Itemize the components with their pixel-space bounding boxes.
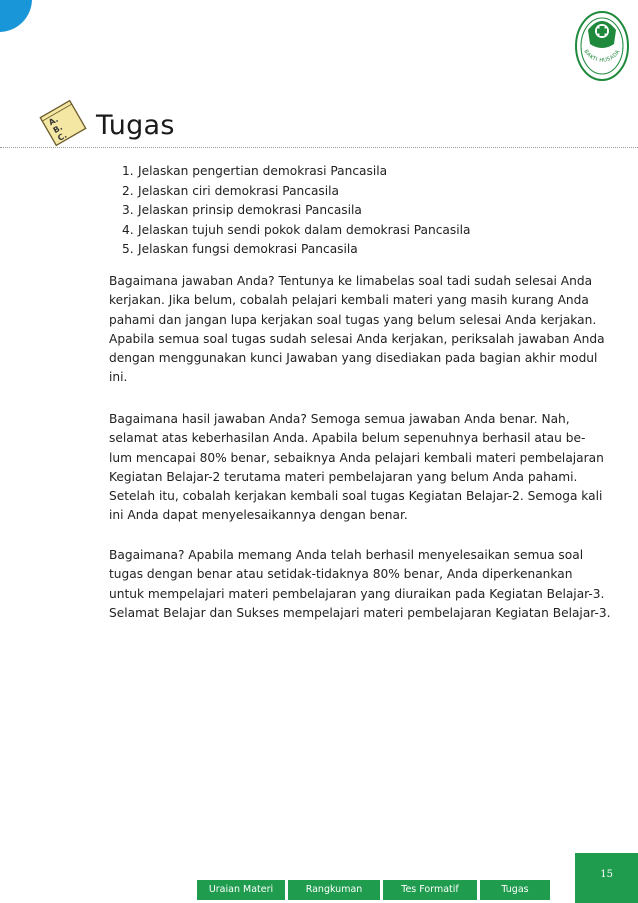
section-title: Tugas bbox=[96, 110, 175, 141]
svg-text:BAKTI HUSADA: BAKTI HUSADA bbox=[582, 48, 622, 64]
footer-nav bbox=[197, 880, 550, 900]
text-line: lum mencapai 80% benar, sebaiknya Anda pelajari kembali materi pembelajaran bbox=[109, 450, 604, 465]
list-item bbox=[122, 162, 470, 182]
text-line: Apabila semua soal tugas sudah selesai Anda kerjakan, periksalah jawaban Anda bbox=[109, 331, 605, 346]
item-number: 4. bbox=[122, 222, 134, 237]
text-line: dengan menggunakan kunci Jawaban yang disediakan pada bagian akhir modul bbox=[109, 351, 598, 366]
text-line: Kegiatan Belajar-2 terutama materi pembelajaran yang belum Anda pahami. bbox=[109, 469, 578, 484]
text-line: pahami dan jangan lupa kerjakan soal tugas yang belum selesai Anda kerjakan. bbox=[109, 312, 597, 327]
list-item bbox=[122, 182, 470, 202]
nav-tab-rangkuman[interactable]: Rangkuman bbox=[288, 880, 380, 900]
paragraph-instructions bbox=[109, 272, 605, 388]
paragraph-result bbox=[109, 410, 604, 526]
list-item bbox=[122, 240, 470, 260]
text-line: selamat atas keberhasilan Anda. Apabila belum sepenuhnya berhasil atau be- bbox=[109, 431, 586, 446]
item-number: 3. bbox=[122, 203, 134, 217]
text-line: Bagaimana jawaban Anda? Tentunya ke limabelas soal tadi sudah selesai Anda bbox=[109, 274, 593, 288]
item-text: Jelaskan ciri demokrasi Pancasila bbox=[138, 183, 340, 198]
text-line: ini Anda dapat menyelesaikannya dengan benar. bbox=[109, 508, 408, 523]
svg-text:C.: C. bbox=[56, 130, 69, 143]
item-text: Jelaskan tujuh sendi pokok dalam demokrasi Pancasila bbox=[138, 222, 471, 237]
text-line: Setelah itu, cobalah kerjakan kembali soal tugas Kegiatan Belajar-2. Semoga kali bbox=[109, 489, 603, 504]
list-item bbox=[122, 201, 470, 221]
text-line: tugas dengan benar atau setidak-tidaknya 80% benar, Anda diperkenankan bbox=[109, 567, 573, 582]
page-number: 15 bbox=[600, 869, 613, 880]
text-line: ini. bbox=[109, 370, 128, 385]
text-line: Bagaimana? Apabila memang Anda telah berhasil menyelesaikan semua soal bbox=[109, 548, 584, 562]
text-line: kerjakan. Jika belum, cobalah pelajari kembali materi yang masih kurang Anda bbox=[109, 293, 589, 308]
item-number: 5. bbox=[122, 242, 134, 256]
text-line: Selamat Belajar dan Sukses mempelajari materi pembelajaran Kegiatan Belajar-3. bbox=[109, 605, 611, 620]
item-text: Jelaskan fungsi demokrasi Pancasila bbox=[138, 242, 358, 256]
item-text: Jelaskan prinsip demokrasi Pancasila bbox=[138, 203, 362, 217]
svg-text:A.: A. bbox=[47, 114, 60, 128]
list-item bbox=[122, 221, 470, 241]
abc-note-icon bbox=[38, 98, 88, 148]
page-number-badge bbox=[575, 853, 638, 903]
task-list bbox=[122, 162, 470, 260]
bakti-husada-logo bbox=[574, 6, 630, 84]
nav-tab-uraian-materi[interactable]: Uraian Materi bbox=[197, 880, 285, 900]
text-line: Bagaimana hasil jawaban Anda? Semoga semua jawaban Anda benar. Nah, bbox=[109, 412, 570, 426]
title-divider bbox=[0, 147, 638, 148]
item-text: Jelaskan pengertian demokrasi Pancasila bbox=[138, 164, 388, 178]
paragraph-next-step bbox=[109, 546, 611, 623]
item-number: 1. bbox=[122, 164, 134, 178]
svg-text:B.: B. bbox=[51, 122, 65, 136]
text-line: untuk mempelajari materi pembelajaran yang diuraikan pada Kegiatan Belajar-3. bbox=[109, 586, 605, 601]
nav-tab-tes-formatif[interactable]: Tes Formatif bbox=[383, 880, 477, 900]
nav-tab-tugas[interactable]: Tugas bbox=[480, 880, 550, 900]
corner-decoration bbox=[0, 0, 32, 32]
item-number: 2. bbox=[122, 183, 134, 198]
